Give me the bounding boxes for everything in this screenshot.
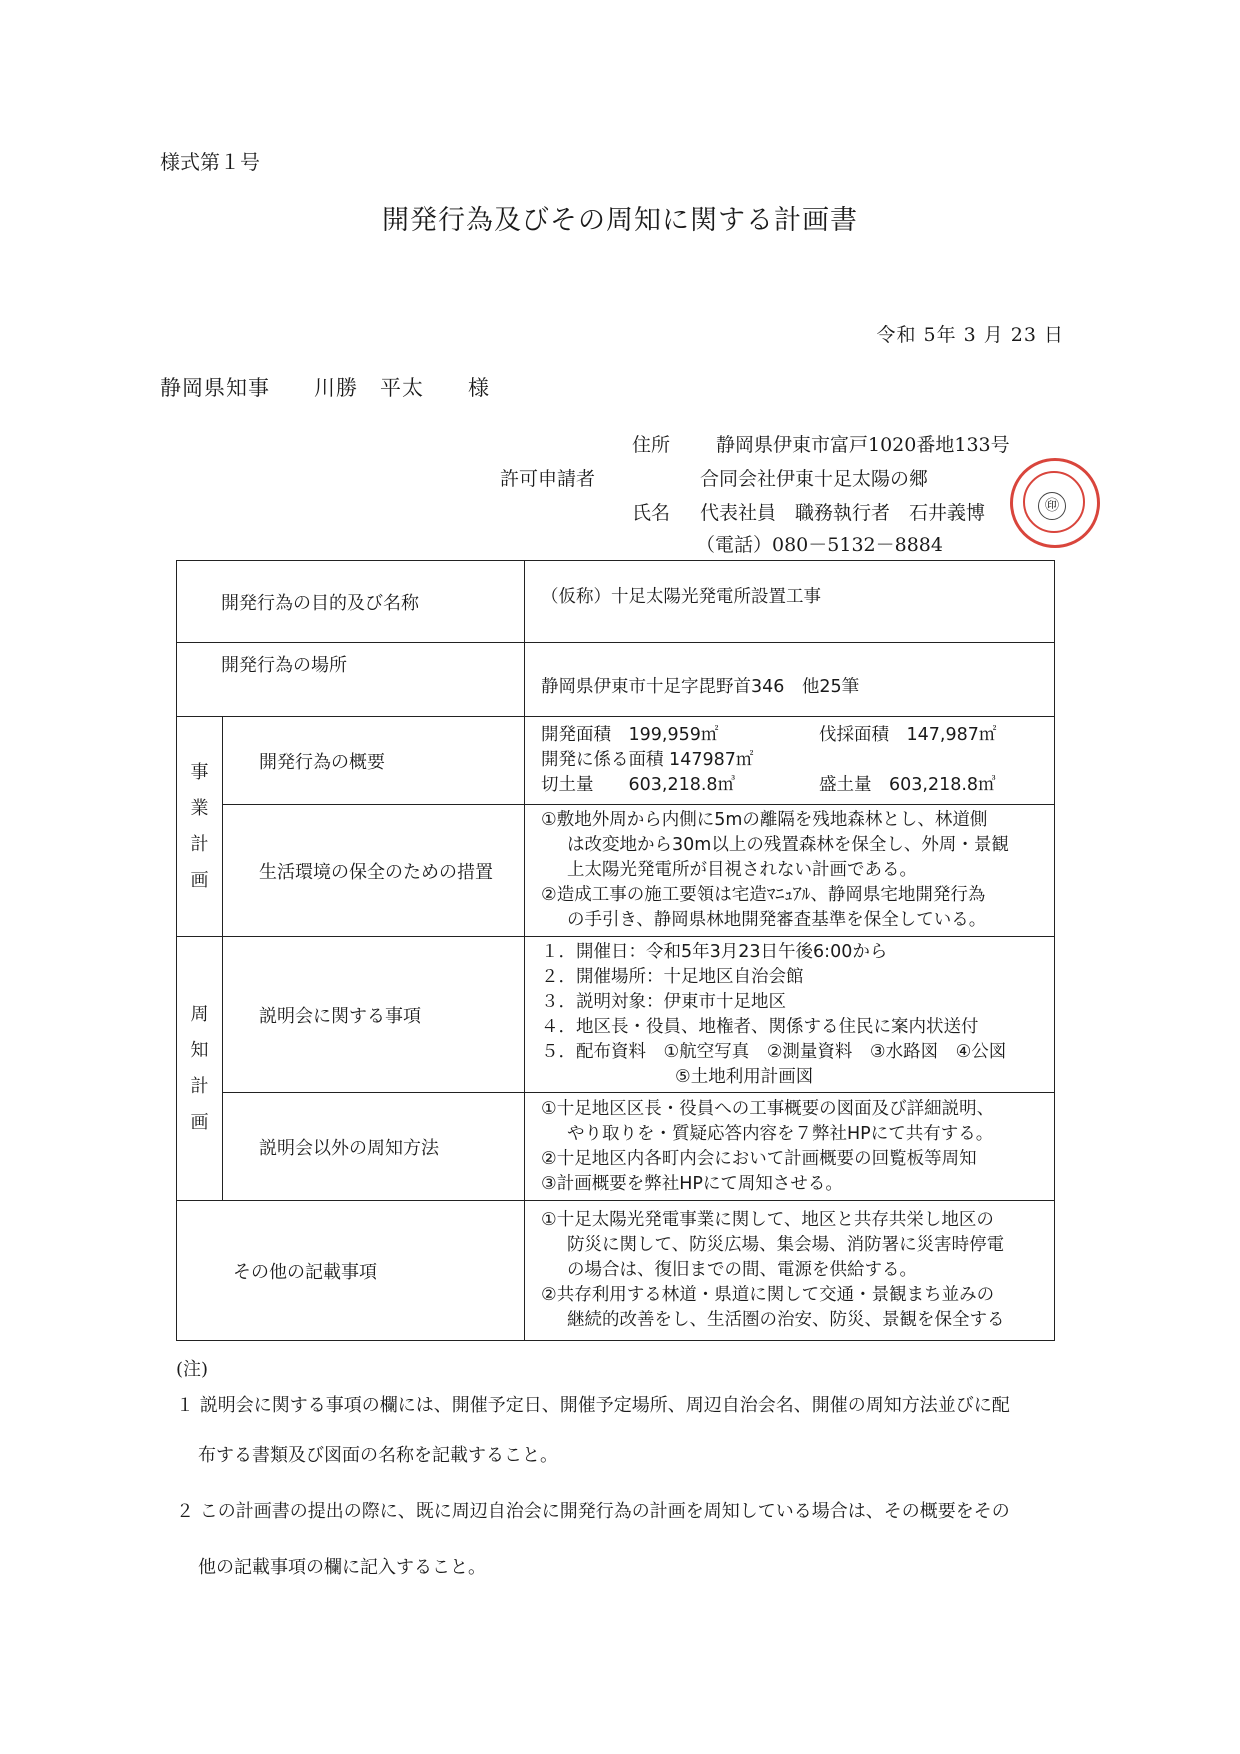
other-notice-row xyxy=(177,1093,1055,1201)
environment-label: 生活環境の保全のための措置 xyxy=(223,805,525,937)
plan-table xyxy=(176,560,1055,1341)
environment-value: ①敷地外周から内側に5mの離隔を残地森林とし、林道側 は改変地から30m以上の残置森林を保全し、外周・景観 上太陽光発電所が目視されない計画である。 ②造成工事の施工要領は宅造ﾏﾆｭｱﾙ、静岡県宅地開発行為 の手引き、静岡県林地開発審査基準を保全している。 xyxy=(525,805,1055,937)
cut-volume: 切土量 603,218.8㎥ xyxy=(541,775,736,795)
purpose-row xyxy=(177,561,1055,643)
fill-volume: 盛土量 603,218.8㎥ xyxy=(819,775,996,795)
location-value: 静岡県伊東市十足字毘野首346 他25筆 xyxy=(525,643,1055,717)
dev-area: 開発面積 199,959㎡ xyxy=(541,725,719,745)
misc-label: その他の記載事項 xyxy=(177,1201,525,1341)
overview-label: 開発行為の概要 xyxy=(223,717,525,805)
overview-row xyxy=(177,717,1055,805)
felling-area: 伐採面積 147,987㎡ xyxy=(819,725,997,745)
related-area: 開発に係る面積 147987㎡ xyxy=(541,750,754,770)
address-value: 静岡県伊東市富戸1020番地133号 xyxy=(716,434,1010,456)
overview-value xyxy=(525,717,1055,805)
business-plan-side-label: 事 業 計 画 xyxy=(177,717,223,937)
notice-plan-side-label: 周 知 計 画 xyxy=(177,937,223,1201)
other-notice-label: 説明会以外の周知方法 xyxy=(223,1093,525,1201)
document-title: 開発行為及びその周知に関する計画書 xyxy=(382,205,858,236)
addressee: 静岡県知事 川勝 平太 様 xyxy=(160,376,490,400)
other-notice-value: ①十足地区区長・役員への工事概要の図面及び詳細説明、 やり取りを・質疑応答内容を７弊社HPにて共有する。 ②十足地区内各町内会において計画概要の回覧板等周知 ③計画概要を弊社HPにて周知させる。 xyxy=(525,1093,1055,1201)
company-name: 合同会社伊東十足太陽の郷 xyxy=(700,468,929,490)
note-2-line-2: 他の記載事項の欄に記入すること。 xyxy=(198,1557,486,1578)
address-label: 住所 xyxy=(632,434,671,456)
briefing-value: １．開催日：令和5年3月23日午後6:00から ２．開催場所：十足地区自治会館 ３．説明対象：伊東市十足地区 ４．地区長・役員、地権者、関係する住民に案内状送付 ５．配布資料 ①航空写真 ②測量資料 ③水路図 ④公図 ⑤土地利用計画図 xyxy=(525,937,1055,1093)
environment-row xyxy=(177,805,1055,937)
misc-row xyxy=(177,1201,1055,1341)
location-row xyxy=(177,643,1055,717)
name-label: 氏名 xyxy=(632,502,671,524)
notes-heading: (注) xyxy=(176,1359,209,1380)
form-number: 様式第１号 xyxy=(160,150,260,174)
representative-name: 代表社員 職務執行者 石井義博 xyxy=(700,502,986,524)
notes-section xyxy=(176,1356,1056,1596)
seal-mark: ㊞ xyxy=(1038,492,1066,520)
briefing-row xyxy=(177,937,1055,1093)
purpose-label: 開発行為の目的及び名称 xyxy=(177,561,525,643)
phone-number: （電話）080－5132－8884 xyxy=(696,534,943,556)
document-date: 令和 5年 3 月 23 日 xyxy=(876,324,1064,346)
note-1-line-2: 布する書類及び図面の名称を記載すること。 xyxy=(198,1445,558,1466)
note-1-line-1: １ 説明会に関する事項の欄には、開催予定日、開催予定場所、周辺自治会名、開催の周知方法並びに配 xyxy=(176,1395,1010,1416)
applicant-role-label: 許可申請者 xyxy=(500,468,596,490)
note-2-line-1: ２ この計画書の提出の際に、既に周辺自治会に開発行為の計画を周知している場合は、その概要をその xyxy=(176,1501,1010,1522)
briefing-label: 説明会に関する事項 xyxy=(223,937,525,1093)
purpose-value: （仮称）十足太陽光発電所設置工事 xyxy=(525,561,1055,643)
misc-value: ①十足太陽光発電事業に関して、地区と共存共栄し地区の 防災に関して、防災広場、集会場、消防署に災害時停電 の場合は、復旧までの間、電源を供給する。 ②共存利用する林道・県道に関して交通・景観まち並みの 継続的改善をし、生活圏の治安、防災、景観を保全する xyxy=(525,1201,1055,1341)
location-label: 開発行為の場所 xyxy=(177,643,525,717)
